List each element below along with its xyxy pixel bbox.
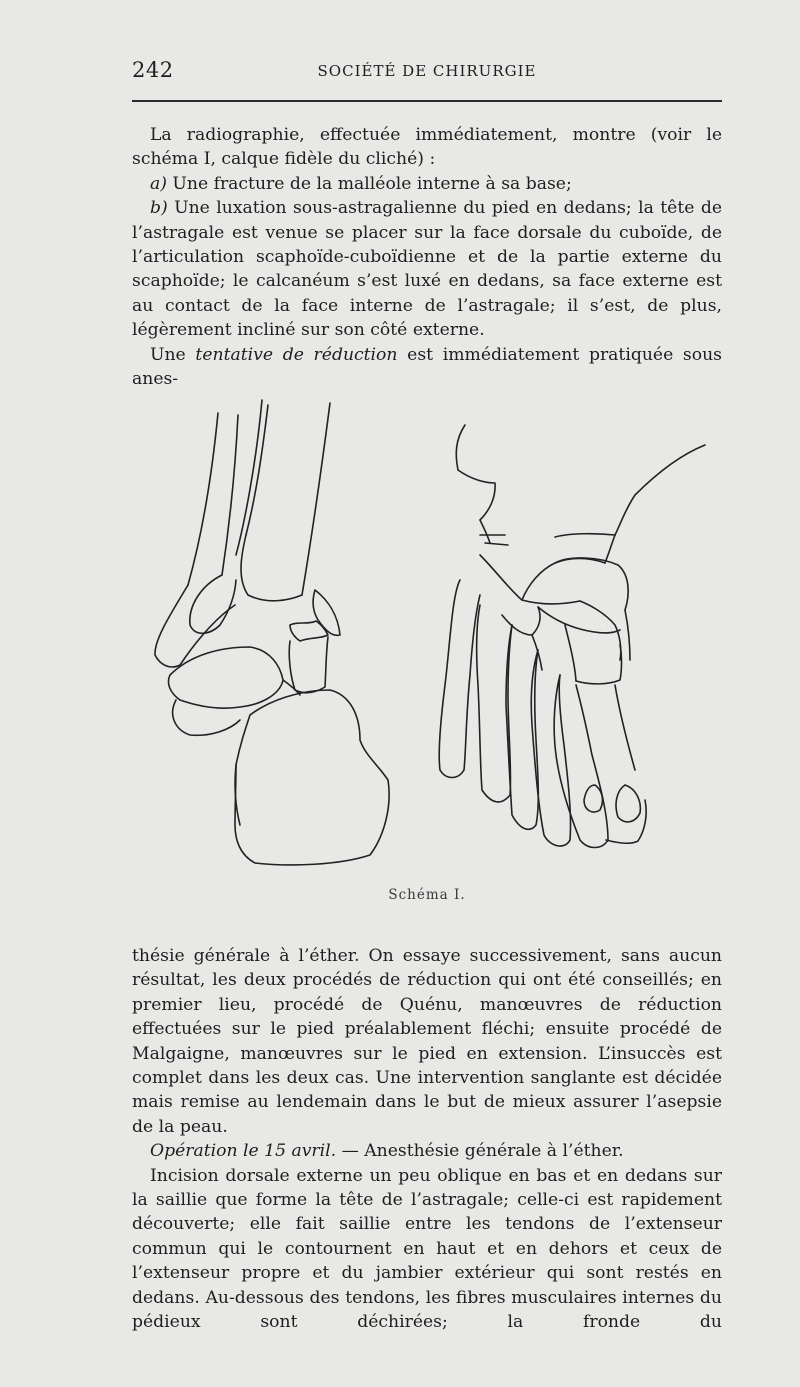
item-text-a: Une fracture de la malléole interne à sa base; bbox=[166, 173, 572, 194]
schema-figure bbox=[140, 385, 720, 880]
text-block-bottom bbox=[132, 944, 722, 1335]
text-block-top bbox=[132, 123, 722, 391]
tentative-end: est immédiatement pratiquée sous anes- bbox=[132, 344, 722, 390]
paragraph-item-a bbox=[132, 172, 722, 196]
paragraph-operation bbox=[132, 1139, 722, 1163]
item-label-b: b) bbox=[150, 198, 168, 219]
page-header bbox=[132, 58, 722, 88]
paragraph-item-b bbox=[132, 196, 722, 342]
foot-dorsal-drawing bbox=[439, 425, 705, 848]
header-rule bbox=[132, 100, 722, 102]
operation-date: Opération le 15 avril. bbox=[150, 1141, 337, 1162]
tentative-italic: tentative de réduction bbox=[195, 344, 398, 365]
item-label-a: a) bbox=[150, 173, 167, 194]
operation-text: — Anesthésie générale à l’éther. bbox=[336, 1141, 624, 1162]
tentative-start: Une bbox=[150, 344, 196, 365]
item-text-b: Une luxation sous-astragalienne du pied en dedans; la tête de l’astragale est venue se placer sur la face dorsale du cuboïde, de l’articulation scaphoïde-cuboïdienne et de la partie externe du scaphoïde; le calcanéum s’est luxé en dedans, sa face externe est au contact de la face interne de l’astragale; il s’est, de plus, légèrement incliné sur son côté externe. bbox=[132, 198, 722, 341]
foot-drawing bbox=[140, 385, 720, 880]
paragraph-radiographie: La radiographie, effectuée immédiatement, montre (voir le schéma I, calque fidèle du cliché) : bbox=[132, 125, 722, 170]
running-title: SOCIÉTÉ DE CHIRURGIE bbox=[317, 62, 537, 80]
figure-caption: Schéma I. bbox=[388, 887, 466, 903]
paragraph-incision: Incision dorsale externe un peu oblique en bas et en dedans sur la saillie que forme la tête de l’astragale; celle-ci est rapidement découverte; elle fait saillie entre les tendons de l’extenseur commun qui le contournent en haut et en dehors et ceux de l’extenseur propre et du jambier extérieur qui sont restés en dedans. Au-dessous des tendons, les fibres musculaires internes du pédieux sont déchirées; la fronde du bbox=[132, 1165, 722, 1333]
ankle-lateral-drawing bbox=[155, 400, 389, 865]
page-number: 242 bbox=[132, 58, 174, 82]
paragraph-anesthesie: thésie générale à l’éther. On essaye successivement, sans aucun résultat, les deux procédés de réduction qui ont été conseillés; en premier lieu, procédé de Quénu, manœuvres de réduction effectuées sur le pied préalablement fléchi; ensuite procédé de Malgaigne, manœuvres sur le pied en extension. L’insuccès est complet dans les deux cas. Une intervention sanglante est décidée mais remise au lendemain dans le but de mieux assurer l’asepsie de la peau. bbox=[132, 946, 722, 1137]
